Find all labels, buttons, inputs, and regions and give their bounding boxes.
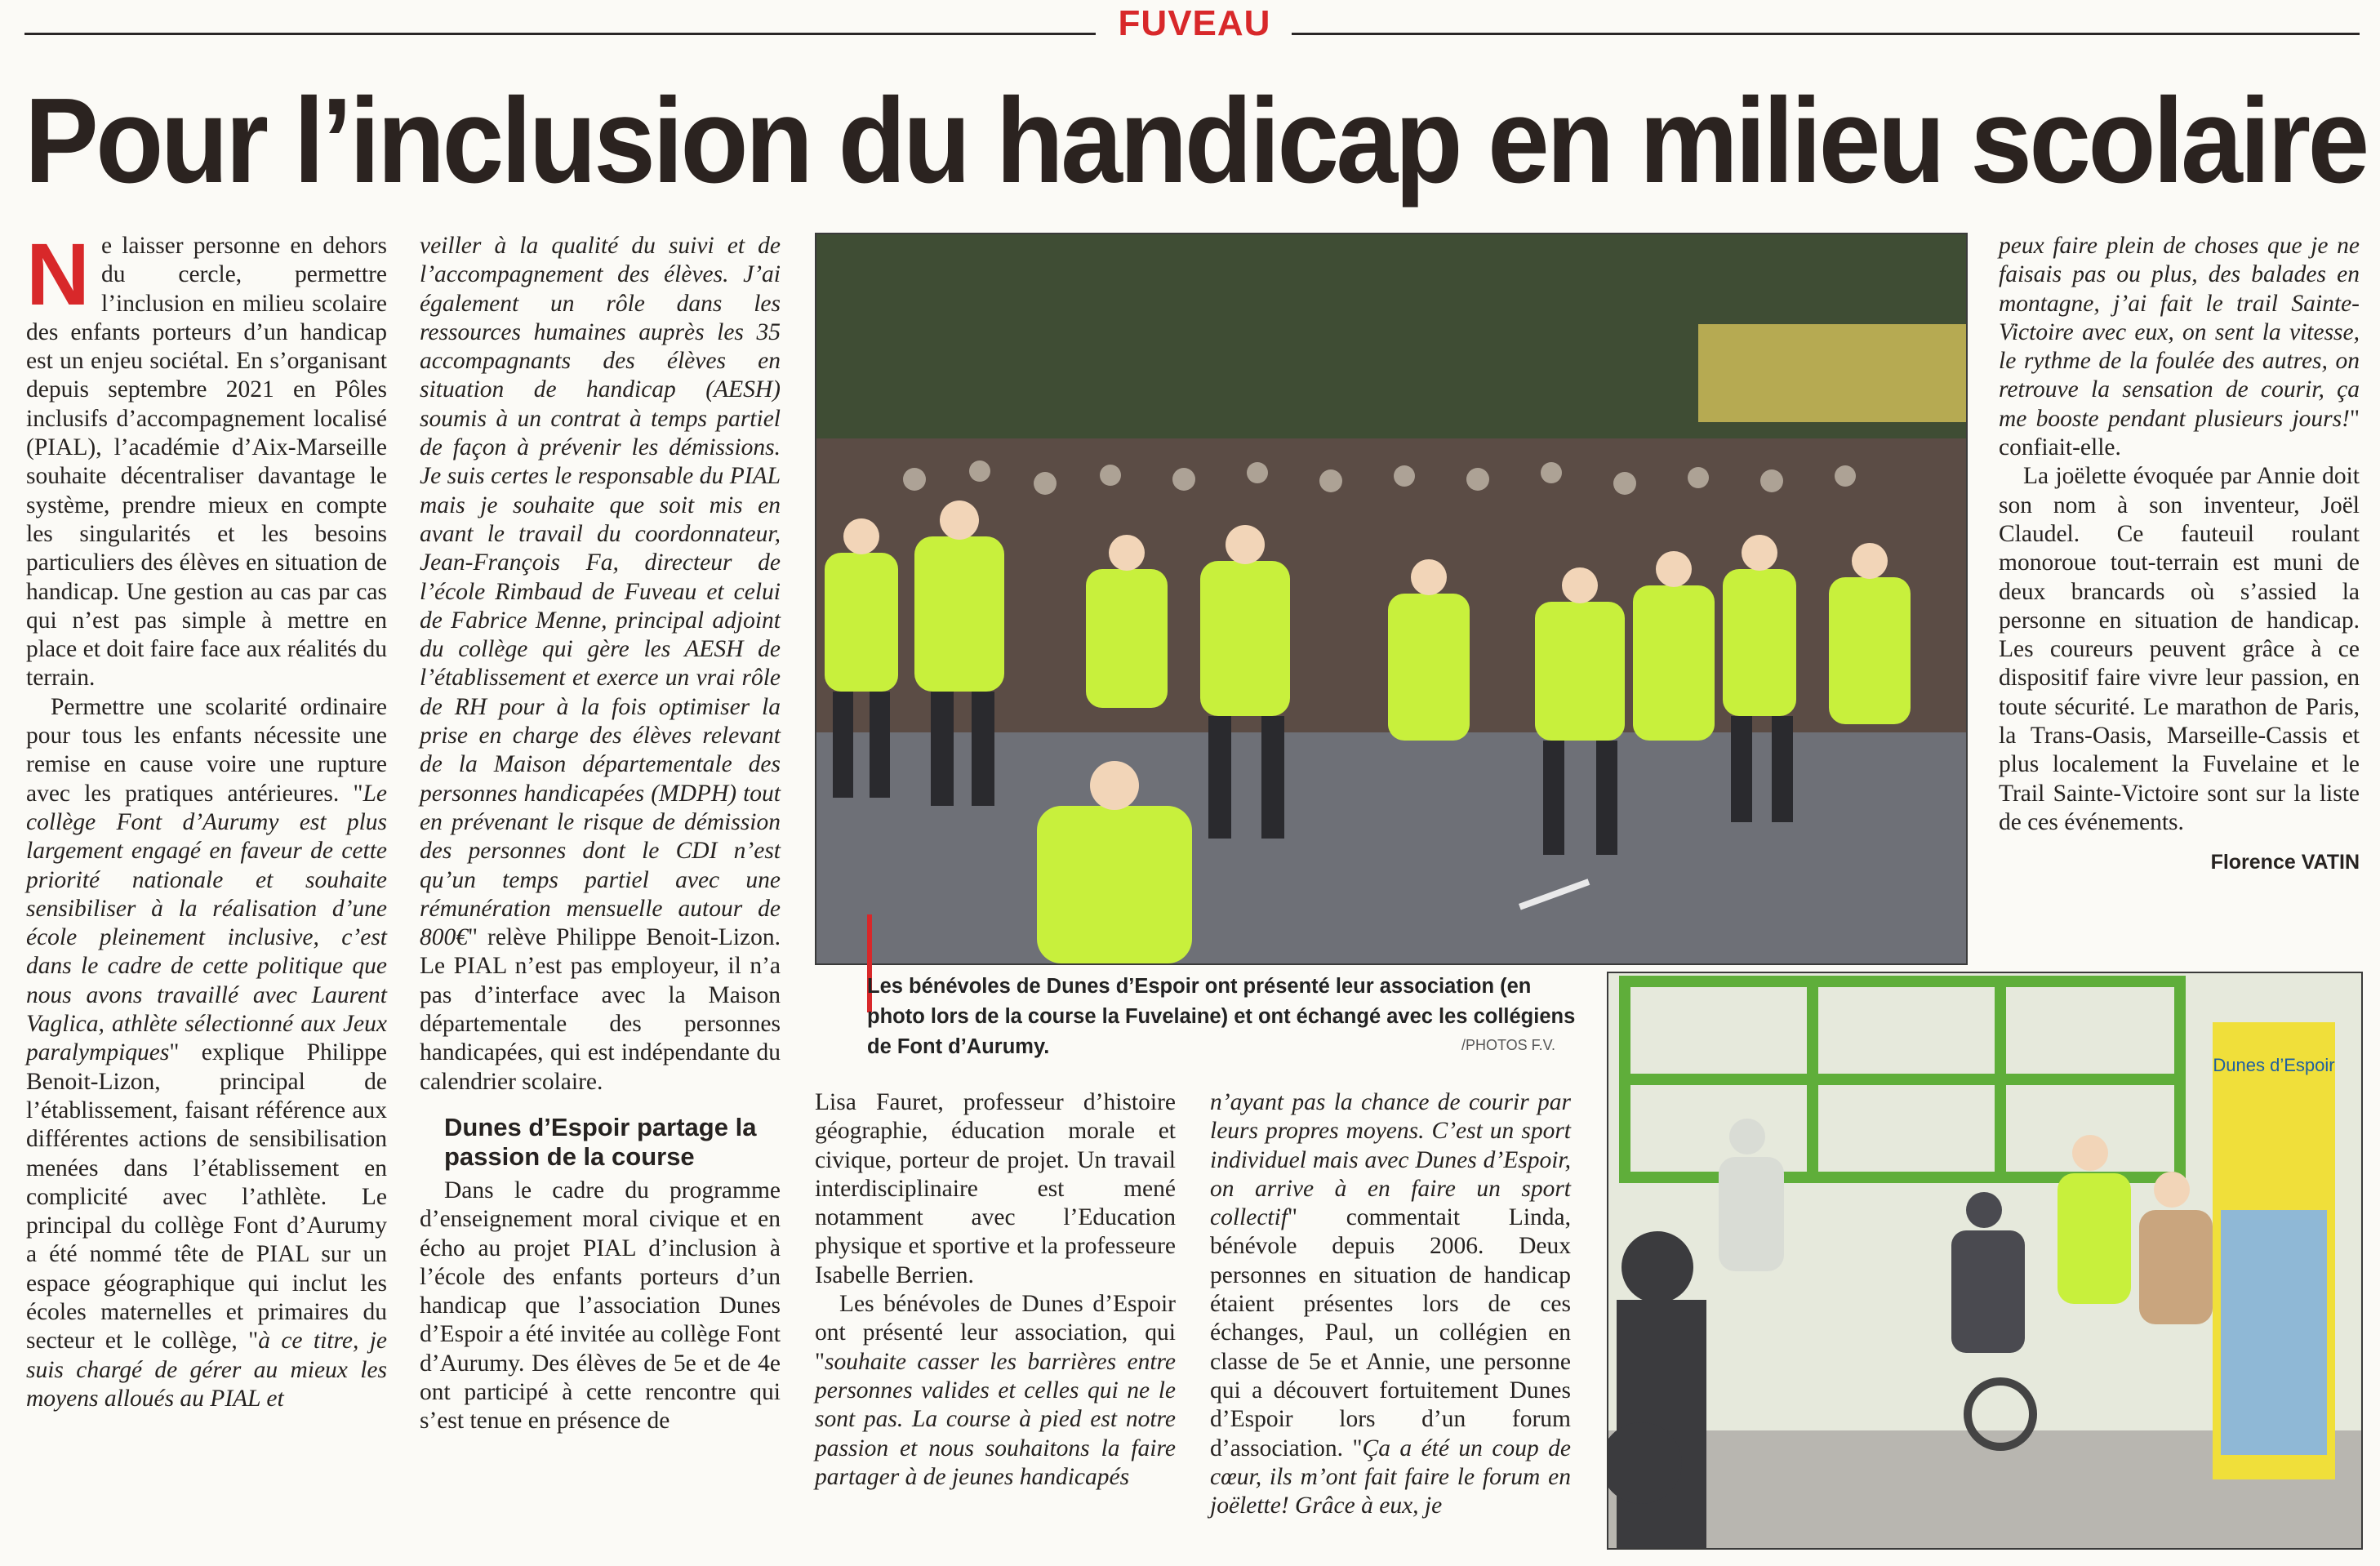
paragraph: Les bénévoles de Dunes d’Espoir ont présenté leur association, qui "souhaite casser les barrières entre personnes valides et celles qui ne le sont pas. La course à pied est notre passion et nous souhaitons la faire partager à de jeunes handicapés bbox=[815, 1291, 1176, 1490]
column-3 bbox=[815, 1088, 1176, 1492]
top-rule-left bbox=[24, 33, 1096, 35]
paragraph: veiller à la qualité du suivi et de l’accompagnement des élèves. J’ai également un rôle dans les ressources humaines auprès les 35 accompagnants des élèves en situation de handicap (AESH) soumis à un contrat à temps partiel de façon à prévenir les démissions. Je suis certes le responsable du PIAL mais je souhaite que soit mis en avant le travail du coordonnateur, Jean-François Fa, directeur de l’école Rimbaud de Fuveau et celui de Fabrice Menne, principal adjoint du collège qui gère les AESH de l’établissement et exerce un vrai rôle de RH pour à la fois optimiser la prise en charge des élèves relevant de la Maison départementale des personnes handicapées (MDPH) tout en prévenant le risque de démission des personnes dont le CDI n’est qu’un temps partiel avec une rémunération mensuelle autour de 800€" relève Philippe Benoit-Lizon. Le PIAL n’est pas employeur, il n’a pas d’interface avec la Maison départementale des personnes handicapées, qui est indépendante du calendrier scolaire. bbox=[420, 233, 781, 1095]
paragraph: Dans le cadre du programme d’enseignement moral civique et en écho au projet PIAL d’inclusion à l’école des enfants porteurs d’un handicap que l’association Dunes d’Espoir a été invitée au collège Font d’Aurumy. Des élèves de 5e et de 4e ont participé à cette rencontre qui s’est tenue en présence de bbox=[420, 1177, 781, 1435]
column-5 bbox=[1999, 232, 2360, 878]
race-photo bbox=[815, 233, 1968, 965]
drop-cap: N bbox=[26, 225, 90, 323]
subhead: Dunes d’Espoir partage la passion de la course bbox=[444, 1112, 757, 1171]
lead-paragraph: Ne laisser personne en dehors du cercle, permettre l’inclusion en milieu scolaire des enfants porteurs d’un handicap est un enjeu sociétal. En s’organisant depuis septembre 2021 en Pôles inclusifs d’accompagnement localisé (PIAL), l’académie d’Aix-Marseille souhaite décentraliser davantage le système, prendre mieux en compte les singularités et les besoins particuliers des élèves en situation de handicap. Une gestion au cas par cas qui n’est pas simple à mettre en place et doit faire face aux réalités du terrain. bbox=[26, 225, 387, 692]
column-1 bbox=[26, 225, 387, 1413]
photo-caption: Les bénévoles de Dunes d’Espoir ont présenté leur association (en photo lors de la course la Fuvelaine) et ont échangé avec les collégiens de Font d’Aurumy. bbox=[867, 975, 1576, 1058]
race-photo-illustration bbox=[816, 234, 1966, 963]
column-4 bbox=[1210, 1088, 1571, 1520]
headline: Pour l’inclusion du handicap en milieu scolaire bbox=[24, 73, 2367, 208]
paragraph: La joëlette évoquée par Annie doit son nom à son inventeur, Joël Claudel. Ce fauteuil roulant monoroue tout-terrain est muni de deux brancards où s’assied la personne en situation de handicap. Les coureurs peuvent grâce à ce dispositif faire vivre leur passion, en toute sécurité. Le marathon de Paris, la Trans-Oasis, Marseille-Cassis et plus localement la Fuvelaine et le Trail Sainte-Victoire sont sur la liste de ces événements. bbox=[1999, 463, 2360, 835]
paragraph: Permettre une scolarité ordinaire pour tous les enfants nécessite une remise en cause voire une rupture avec les pratiques antérieures. "Le collège Font d’Aurumy est plus largement engagé en faveur de cette priorité nationale et souhaite sensibiliser à la réalisation d’une école pleinement inclusive, c’est dans le cadre de cette politique que nous avons travaillé avec Laurent Vaglica, athlète sélectionné aux Jeux paralympiques" explique Philippe Benoit-Lizon, principal de l’établissement, faisant référence aux différentes actions de sensibilisation menées dans l’établissement en complicité avec l’athlète. Le principal du collège Font d’Aurumy a été nommé tête de PIAL sur un espace géographique qui inclut les écoles maternelles et primaires du secteur et le collège, "à ce titre, je suis chargé de gérer au mieux les moyens alloués au PIAL et bbox=[26, 693, 387, 1412]
classroom-photo-illustration bbox=[1608, 973, 2361, 1548]
classroom-photo bbox=[1607, 972, 2363, 1550]
paragraph: peux faire plein de choses que je ne faisais pas ou plus, des balades en montagne, j’ai fait le trail Sainte-Victoire avec eux, on sent la vitesse, le rythme de la foulée des autres, on retrouve la sensation de courir, ça me booste pendant plusieurs jours!" confiait-elle. bbox=[1999, 233, 2360, 461]
section-kicker: FUVEAU bbox=[1118, 3, 1271, 43]
photo-credit: /PHOTOS F.V. bbox=[1461, 1037, 1556, 1053]
banner-text: Dunes d’Espoir bbox=[2213, 1055, 2335, 1075]
top-rule-right bbox=[1292, 33, 2360, 35]
paragraph: Lisa Fauret, professeur d’histoire géographie, éducation morale et civique, porteur de projet. Un travail interdisciplinaire est mené notamment avec l’Education physique et sportive et la professeure Isabelle Berrien. bbox=[815, 1089, 1176, 1288]
paragraph: n’ayant pas la chance de courir par leurs propres moyens. C’est un sport individuel mais avec Dunes d’Espoir, on arrive à en faire un sport collectif" commentait Linda, bénévole depuis 2006. Deux personnes en situation de handicap étaient présentes lors de ces échanges, Paul, un collégien en classe de 5e et Annie, une personne qui a découvert fortuitement Dunes d’Espoir lors d’un forum d’association. "Ça a été un coup de cœur, ils m’ont fait faire le forum en joëlette! Grâce à eux, je bbox=[1210, 1089, 1571, 1519]
column-2 bbox=[420, 232, 781, 1436]
byline: Florence VATIN bbox=[2210, 851, 2360, 874]
